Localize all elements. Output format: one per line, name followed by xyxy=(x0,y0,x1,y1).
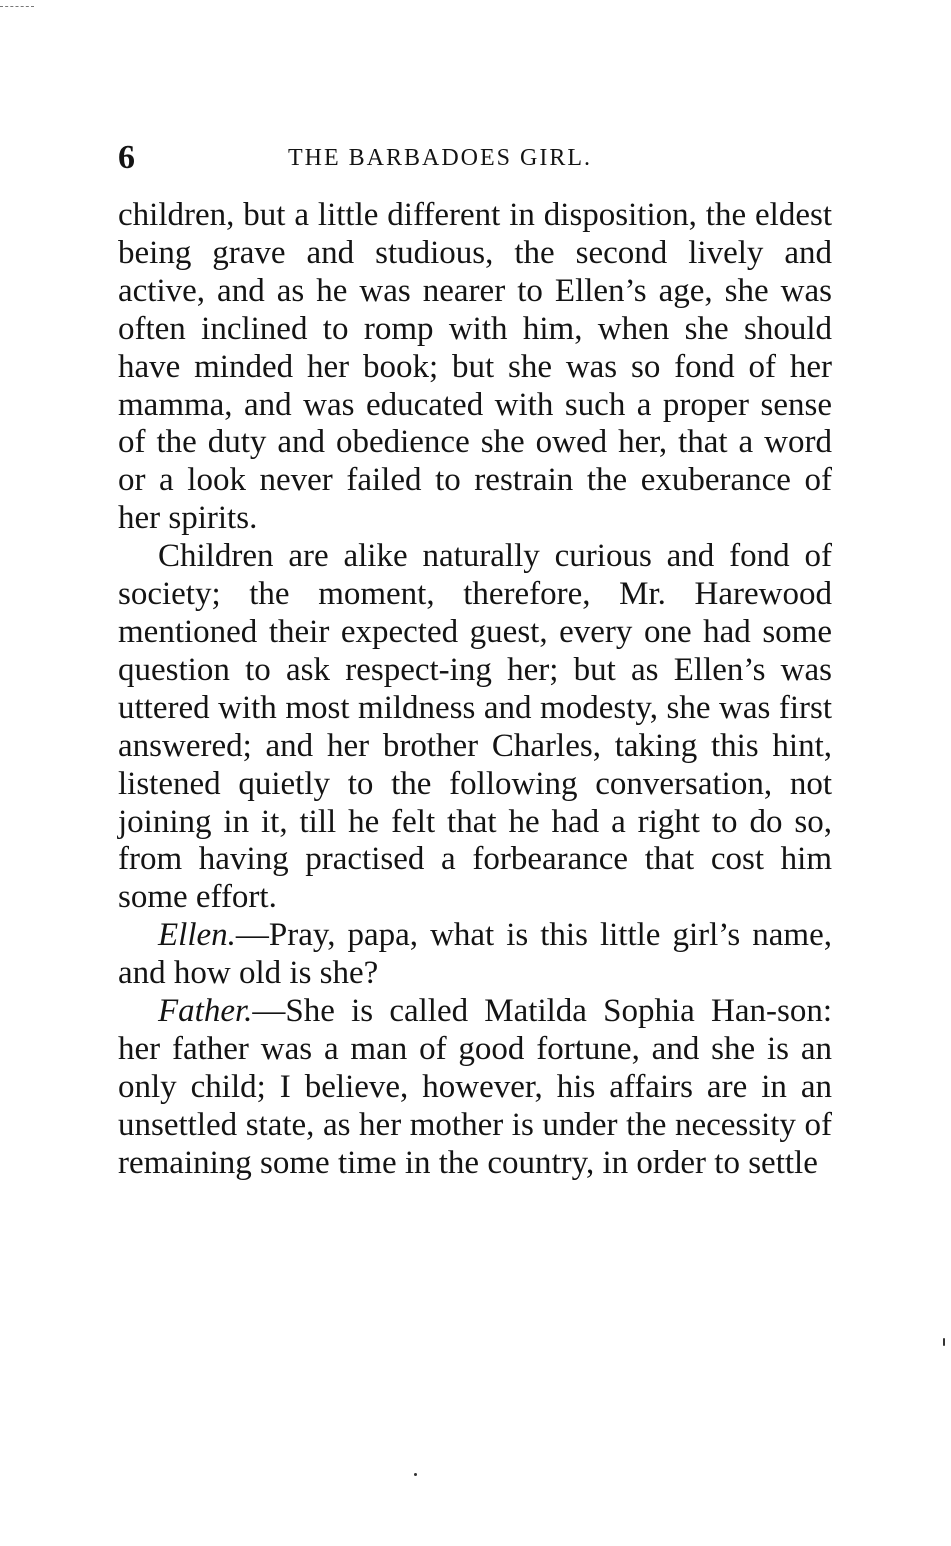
dialogue-ellen xyxy=(118,917,832,993)
dialogue-father xyxy=(118,993,832,1183)
paragraph-continuation xyxy=(118,197,832,538)
paragraph-children xyxy=(118,538,832,917)
print-speck xyxy=(943,1338,945,1346)
page-header xyxy=(118,138,832,178)
speaker-name: Father. xyxy=(158,993,253,1030)
paragraph-text: children, but a little different in disposition, the eldest being grave and studious, the second lively and active, and as he was nearer to Ellen’s age, she was often inclined to romp with him, when she should have minded her book; but she was so fond of her mamma, and was educated with such a proper sense of the duty and obedience she owed her, that a word or a look never failed to restrain the exuberance of her spirits. xyxy=(118,197,832,537)
dialogue-text: —She is called Matilda Sophia Han-son: her father was a man of good fortune, and she is an only child; I believe, however, his affairs are in an unsettled state, as her mother is under the necessity of remaining some time in the country, in order to settle xyxy=(118,993,832,1181)
page-number: 6 xyxy=(118,139,135,176)
speaker-name: Ellen. xyxy=(158,917,236,954)
running-title: THE BARBADOES GIRL. xyxy=(288,145,593,171)
page-edge-mark xyxy=(0,6,34,7)
body-text xyxy=(118,197,832,1183)
paragraph-text: Children are alike naturally curious and fond of society; the moment, therefore, Mr. Harewood mentioned their expected guest, every one had some question to ask respect-ing her; but as Ellen’s was uttered with most mildness and modesty, she was first answered; and her brother Charles, taking this hint, listened quietly to the following conversation, not joining in it, till he felt that he had a right to do so, from having practised a forbearance that cost him some effort. xyxy=(118,538,832,916)
dialogue-text: —Pray, papa, what is this little girl’s name, and how old is she? xyxy=(118,917,832,992)
print-speck xyxy=(414,1473,417,1476)
